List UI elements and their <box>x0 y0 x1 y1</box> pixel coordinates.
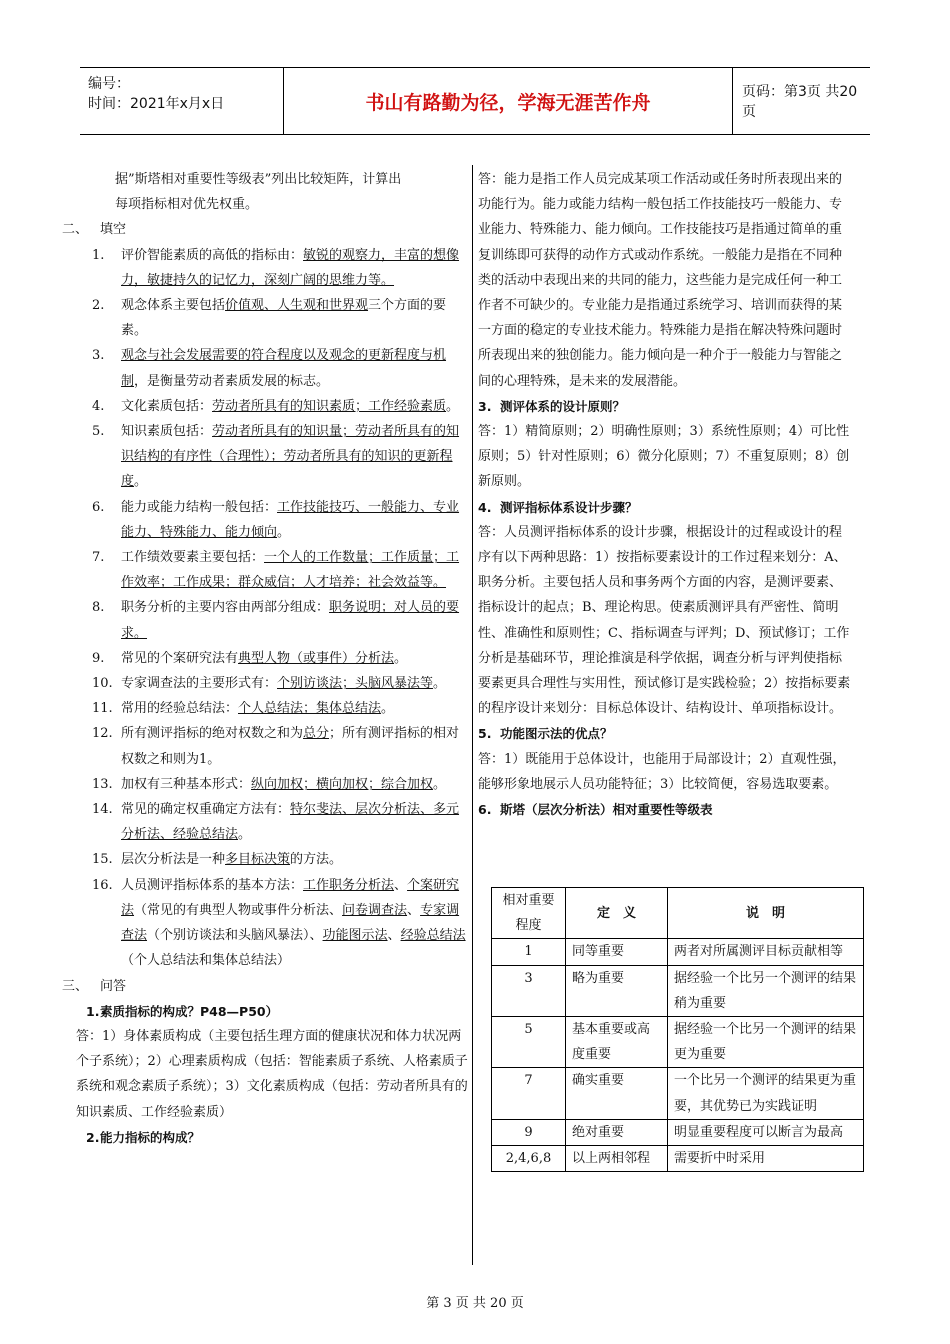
question-title: 功能图示法的优点？ <box>500 726 613 742</box>
item-text: 所有测评指标的绝对权数之和为总分；所有测评指标的相对权数之和则为1。 <box>121 726 460 767</box>
item-text: 观念体系主要包括价值观、人生观和世界观三个方面的要素。 <box>121 298 447 339</box>
item-number: 1. <box>92 247 105 263</box>
page-footer: 第 3 页 共 20 页 <box>426 1296 524 1311</box>
item-text: 知识素质包括：劳动者所具有的知识量；劳动者所具有的知识结构的有序性（合理性）；劳动者所具有的知识的更新程度。 <box>121 424 460 490</box>
item-text: 能力或能力结构一般包括：工作技能技巧、一般能力、专业能力、特殊能力、能力倾向。 <box>121 499 460 540</box>
header-motto: 书山有路勤为径，学海无涯苦作舟 <box>365 91 651 114</box>
header-meta <box>88 74 283 114</box>
item-number: 7. <box>92 550 105 566</box>
table-row <box>492 965 864 1016</box>
question-title: 斯塔（层次分析法）相对重要性等级表 <box>500 802 713 818</box>
question-heading: 3. 测评体系的设计原则？ <box>478 394 852 419</box>
item-number: 16. <box>92 877 113 893</box>
item-text: 层次分析法是一种多目标决策的方法。 <box>121 852 343 868</box>
importance-table <box>491 887 864 1172</box>
table-header-cell: 定 义 <box>566 888 668 939</box>
question-title: 测评指标体系设计步骤？ <box>500 499 638 515</box>
table-cell: 确实重要 <box>566 1068 668 1119</box>
table-row <box>492 939 864 965</box>
answer-text: 答：能力是指工作人员完成某项工作活动或任务时所表现出来的功能行为。能力或能力结构一般包括工作技能技巧一般能力、专业能力、特殊能力、能力倾向。工作技能技巧是指通过简单的重复训练即可获得的动作方式或动作系统。一般能力是指在不同种类的活动中表现出来的共同的能力，这些能力是完成任何一种工作者不可缺少的。专业能力是指通过系统学习、培训而获得的某一方面的稳定的专业技术能力。特殊能力是指在解决特殊问题时所表现出来的独创能力。能力倾向是一种介于一般能力与智能之间的心理特殊，是未来的发展潜能。 <box>478 172 843 389</box>
table-cell: 5 <box>492 1017 566 1068</box>
table-row <box>492 1119 864 1145</box>
item-number: 11. <box>92 701 113 717</box>
list-item <box>62 419 468 495</box>
section-title: 问答 <box>100 978 127 994</box>
table-header-row <box>492 888 864 939</box>
section-heading <box>62 217 468 242</box>
item-number: 3. <box>92 348 105 364</box>
item-text: 评价智能素质的高低的指标由：敏锐的观察力，丰富的想像力，敏捷持久的记忆力，深刻广阔的思维力等。 <box>121 247 460 288</box>
item-text: 工作绩效要素主要包括：一个人的工作数量；工作质量；工作效率；工作成果；群众威信；人才培养；社会效益等。 <box>121 550 460 591</box>
question-title: 测评体系的设计原则？ <box>500 398 626 414</box>
item-number: 6. <box>92 499 105 515</box>
item-text: 加权有三种基本形式：纵向加权；横向加权；综合加权。 <box>121 776 447 792</box>
question-heading: 6. 斯塔（层次分析法）相对重要性等级表 <box>478 797 852 822</box>
list-item <box>62 797 468 847</box>
table-cell: 以上两相邻程 <box>566 1146 668 1172</box>
page-number-label: 页码：第3页 共20页 <box>742 84 858 120</box>
continued-text: 据”斯塔相对重要性等级表”列出比较矩阵，计算出 <box>115 172 402 187</box>
column-divider <box>472 165 473 1265</box>
item-text: 观念与社会发展需要的符合程度以及观念的更新程度与机制，是衡量劳动者素质发展的标志。 <box>121 348 447 389</box>
item-number: 2. <box>92 298 105 314</box>
item-text: 人员测评指标体系的基本方法：工作职务分析法、个案研究法（常见的有典型人物或事件分析法、问卷调查法、专家调查法（个别访谈法和头脑风暴法）、功能图示法、经验总结法（个人总结法和集体总结法） <box>121 877 466 969</box>
list-item <box>62 772 468 797</box>
table-row <box>492 1146 864 1172</box>
question-title: 能力指标的构成？ <box>100 1129 201 1145</box>
item-text: 常用的经验总结法：个人总结法；集体总结法。 <box>121 701 395 717</box>
time-label: 时间：2021年x月x日 <box>88 96 225 112</box>
list-item <box>62 646 468 671</box>
answer-text: 答：1）精简原则；2）明确性原则；3）系统性原则；4）可比性原则；5）针对性原则；6）微分化原则；7）不重复原则；8）创新原则。 <box>478 424 850 490</box>
question-heading: 1. 素质指标的构成？P48—P50） <box>62 999 468 1024</box>
list-item <box>62 847 468 872</box>
item-number: 14. <box>92 802 113 818</box>
right-column <box>478 167 852 822</box>
table-row <box>492 1068 864 1119</box>
question-heading: 2. 能力指标的构成？ <box>62 1125 468 1150</box>
item-text: 职务分析的主要内容由两部分组成：职务说明；对人员的要求。 <box>121 600 460 641</box>
question-heading: 5. 功能图示法的优点？ <box>478 721 852 746</box>
table-cell: 据经验一个比另一个测评的结果更为重要 <box>668 1017 864 1068</box>
list-item <box>62 671 468 696</box>
section-number: 二、 <box>62 222 89 238</box>
continued-text: 每项指标相对优先权重。 <box>115 197 259 213</box>
answer-text: 答：1）身体素质构成（主要包括生理方面的健康状况和体力状况两个子系统）；2）心理素质构成（包括：智能素质子系统、人格素质子系统和观念素质子系统）；3）文化素质构成（包括：劳动者所具有的知识素质、工作经验素质） <box>76 1028 468 1120</box>
table-cell: 7 <box>492 1068 566 1119</box>
table-cell: 两者对所属测评目标贡献相等 <box>668 939 864 965</box>
table-header-cell: 相对重要程度 <box>492 888 566 939</box>
table-cell: 基本重要或高度重要 <box>566 1017 668 1068</box>
item-text: 常见的确定权重确定方法有：特尔斐法、层次分析法、多元分析法、经验总结法。 <box>121 802 460 843</box>
table-cell: 需要折中时采用 <box>668 1146 864 1172</box>
list-item <box>62 495 468 545</box>
left-column <box>62 167 468 1150</box>
item-text: 文化素质包括：劳动者所具有的知识素质；工作经验素质。 <box>121 398 460 414</box>
answer-text: 答：人员测评指标体系的设计步骤，根据设计的过程或设计的程序有以下两种思路：1）按指标要素设计的工作过程来划分：A、职务分析。主要包括人员和事务两个方面的内容，是测评要素、指标设计的起点；B、理论构思。使素质测评具有严密性、简明性、准确性和原则性；C、指标调查与评判；D、预试修订；工作分析是基础环节，理论推演是科学依据，调查分析与评判使指标要素更具合理性与实用性，预试修订是实践检验；2）按指标要素的程序设计来划分：目标总体设计、结构设计、单项指标设计。 <box>478 524 851 717</box>
page-header <box>80 67 870 135</box>
header-divider <box>732 68 733 134</box>
table-cell: 2,4,6,8 <box>492 1146 566 1172</box>
item-number: 13. <box>92 776 113 792</box>
table-cell: 略为重要 <box>566 965 668 1016</box>
table-cell: 绝对重要 <box>566 1119 668 1145</box>
question-title: 素质指标的构成？P48—P50） <box>100 1003 279 1019</box>
list-item <box>62 595 468 645</box>
table-cell: 据经验一个比另一个测评的结果稍为重要 <box>668 965 864 1016</box>
code-label: 编号： <box>88 76 130 92</box>
section-number: 三、 <box>62 978 89 994</box>
table-header-cell: 说 明 <box>668 888 864 939</box>
list-item <box>62 696 468 721</box>
section-title: 填空 <box>100 222 127 238</box>
list-item <box>62 343 468 393</box>
table-cell: 9 <box>492 1119 566 1145</box>
item-number: 12. <box>92 726 113 742</box>
list-item <box>62 293 468 343</box>
item-number: 5. <box>92 424 105 440</box>
table-row <box>492 1017 864 1068</box>
list-item <box>62 721 468 771</box>
table-cell: 同等重要 <box>566 939 668 965</box>
list-item <box>62 394 468 419</box>
list-item <box>62 243 468 293</box>
item-number: 15. <box>92 852 113 868</box>
item-number: 4. <box>92 398 105 414</box>
item-number: 10. <box>92 676 113 692</box>
question-heading: 4. 测评指标体系设计步骤？ <box>478 495 852 520</box>
table-cell: 一个比另一个测评的结果更为重要，其优势已为实践证明 <box>668 1068 864 1119</box>
table-cell: 1 <box>492 939 566 965</box>
fill-blank-list <box>62 243 468 873</box>
list-item <box>62 873 468 974</box>
table-cell: 3 <box>492 965 566 1016</box>
table-cell: 明显重要程度可以断言为最高 <box>668 1119 864 1145</box>
item-number: 9. <box>92 650 105 666</box>
answer-text: 答：1）既能用于总体设计，也能用于局部设计；2）直观性强，能够形象地展示人员功能特征；3）比较简便，容易选取要素。 <box>478 751 846 792</box>
item-number: 8. <box>92 600 105 616</box>
item-text: 常见的个案研究法有典型人物（或事件）分析法。 <box>121 650 408 666</box>
item-text: 专家调查法的主要形式有：个别访谈法；头脑风暴法等。 <box>121 676 447 692</box>
section-heading <box>62 974 468 999</box>
list-item <box>62 545 468 595</box>
